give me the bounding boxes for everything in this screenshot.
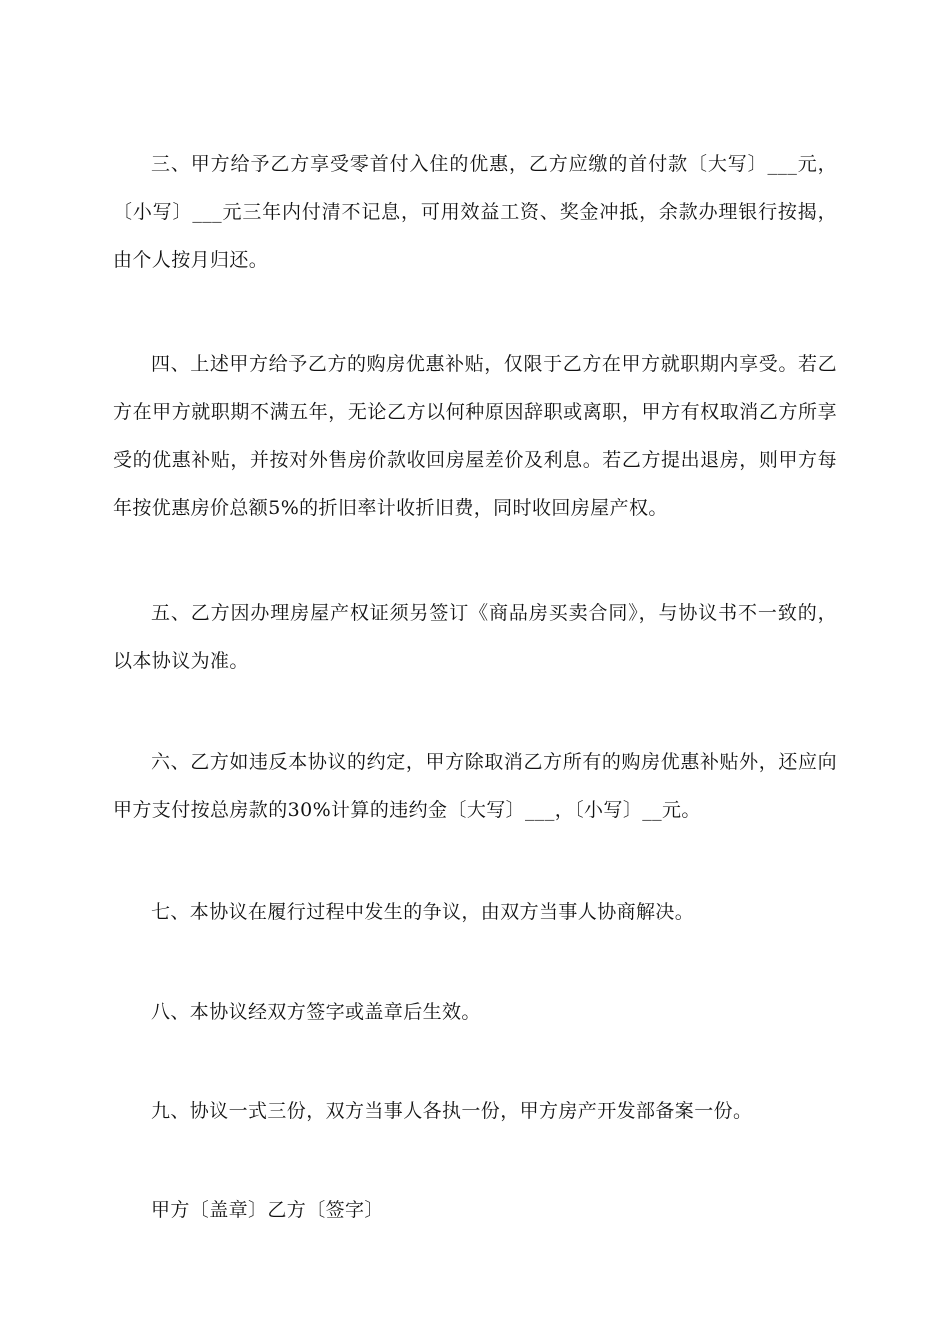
clause-7: 七、本协议在履行过程中发生的争议，由双方当事人协商解决。 bbox=[151, 901, 695, 923]
clause-3: 三、甲方给予乙方享受零首付入住的优惠，乙方应缴的首付款〔大写〕___元，〔小写〕___元三年内付清不记息，可用效益工资、奖金冲抵，余款办理银行按揭，由个人按月归还。 bbox=[113, 153, 837, 271]
clause-5: 五、乙方因办理房屋产权证须另签订《商品房买卖合同》，与协议书不一致的，以本协议为准。 bbox=[113, 602, 837, 672]
clause-4: 四、上述甲方给予乙方的购房优惠补贴，仅限于乙方在甲方就职期内享受。若乙方在甲方就职期不满五年，无论乙方以何种原因辞职或离职，甲方有权取消乙方所享受的优惠补贴，并按对外售房价款收回房屋差价及利息。若乙方提出退房，则甲方每年按优惠房价总额5%的折旧率计收折旧费，同时收回房屋产权。 bbox=[113, 353, 837, 519]
clause-8: 八、本协议经双方签字或盖章后生效。 bbox=[151, 1001, 481, 1023]
clause-9: 九、协议一式三份，双方当事人各执一份，甲方房产开发部备案一份。 bbox=[151, 1100, 753, 1122]
clause-6: 六、乙方如违反本协议的约定，甲方除取消乙方所有的购房优惠补贴外，还应向甲方支付按总房款的30%计算的违约金〔大写〕___，〔小写〕__元。 bbox=[113, 751, 837, 821]
signature-line: 甲方〔盖章〕乙方〔签字〕 bbox=[151, 1199, 384, 1221]
